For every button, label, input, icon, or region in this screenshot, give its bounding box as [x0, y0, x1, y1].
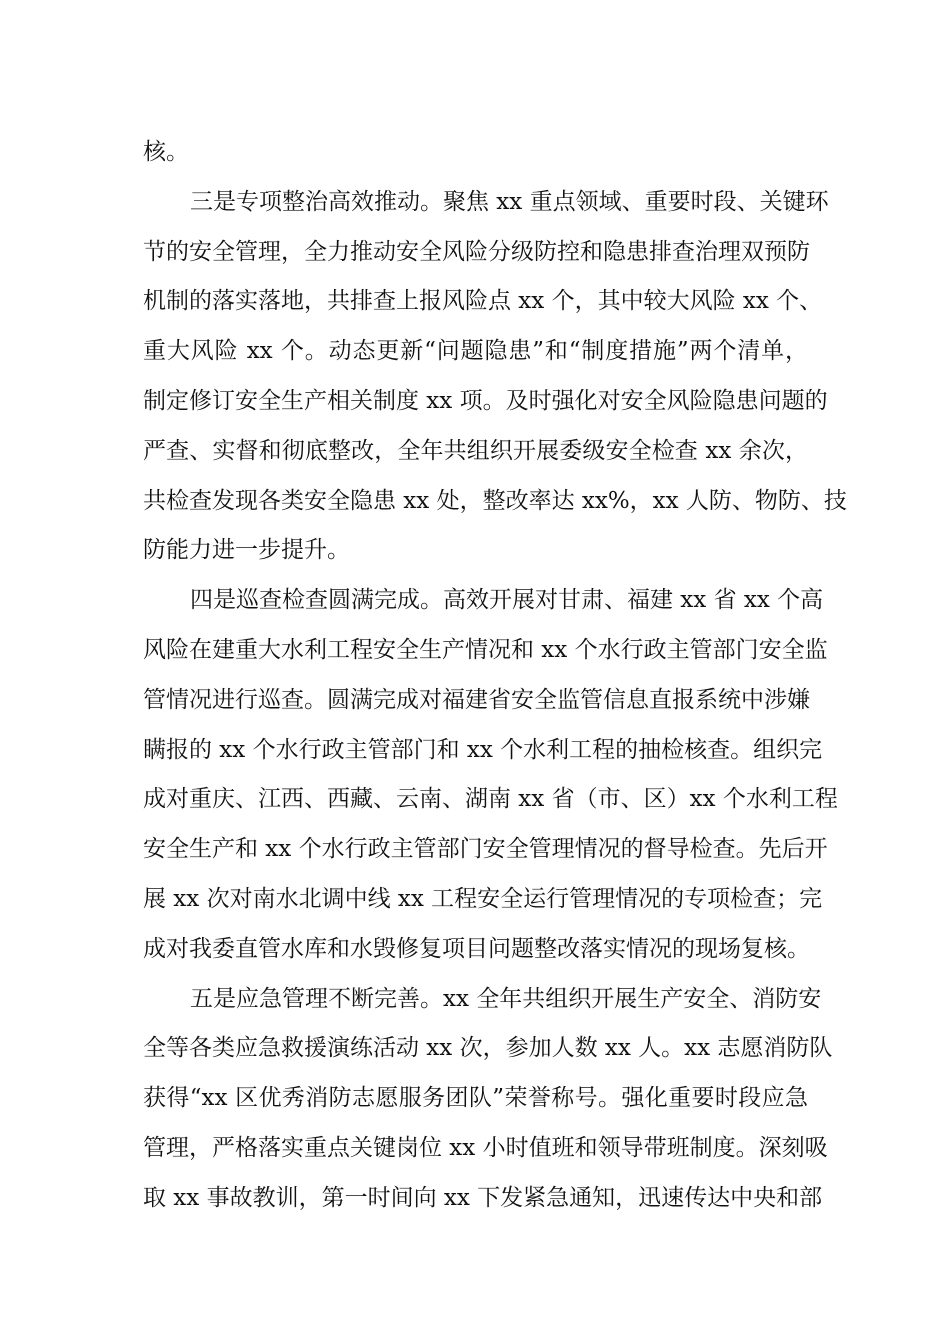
text-line: 机制的落实落地，共排查上报风险点 xx 个，其中较大风险 xx 个、 [143, 288, 823, 315]
text-line: 管情况进行巡查。圆满完成对福建省安全监管信息直报系统中涉嫌 [143, 686, 810, 713]
text-line: 节的安全管理，全力推动安全风险分级防控和隐患排查治理双预防 [143, 238, 810, 265]
text-line: 展 xx 次对南水北调中线 xx 工程安全运行管理情况的专项检查；完 [143, 886, 823, 912]
text-line: 防能力进一步提升。 [143, 537, 350, 564]
text-line: 获得“xx 区优秀消防志愿服务团队”荣誉称号。强化重要时段应急 [143, 1085, 808, 1112]
text-line: 核。 [143, 139, 189, 165]
paragraph-first-line: 三是专项整治高效推动。聚焦 xx 重点领域、重要时段、关键环 [190, 188, 829, 215]
text-line: 成对我委直管水库和水毁修复项目问题整改落实情况的现场复核。 [143, 935, 810, 962]
text-line: 全等各类应急救援演练活动 xx 次，参加人数 xx 人。xx 志愿消防队 [143, 1035, 833, 1062]
text-line: 成对重庆、江西、西藏、云南、湖南 xx 省（市、区）xx 个水利工程 [143, 786, 838, 813]
text-line: 重大风险 xx 个。动态更新“问题隐患”和“制度措施”两个清单， [143, 338, 808, 365]
text-line: 安全生产和 xx 个水行政主管部门安全管理情况的督导检查。先后开 [143, 836, 828, 863]
text-line: 制定修订安全生产相关制度 xx 项。及时强化对安全风险隐患问题的 [143, 388, 828, 414]
text-line: 管理，严格落实重点关键岗位 xx 小时值班和领导带班制度。深刻吸 [143, 1135, 828, 1161]
text-line: 风险在建重大水利工程安全生产情况和 xx 个水行政主管部门安全监 [143, 637, 828, 663]
text-line: 共检查发现各类安全隐患 xx 处，整改率达 xx%，xx 人防、物防、技 [143, 487, 847, 514]
text-line: 瞒报的 xx 个水行政主管部门和 xx 个水利工程的抽检核查。组织完 [143, 736, 823, 763]
paragraph-first-line: 四是巡查检查圆满完成。高效开展对甘肃、福建 xx 省 xx 个高 [190, 587, 824, 614]
text-line: 严查、实督和彻底整改，全年共组织开展委级安全检查 xx 余次， [143, 437, 808, 464]
paragraph-first-line: 五是应急管理不断完善。xx 全年共组织开展生产安全、消防安 [190, 985, 822, 1012]
text-line: 取 xx 事故教训，第一时间向 xx 下发紧急通知，迅速传达中央和部 [143, 1184, 823, 1211]
